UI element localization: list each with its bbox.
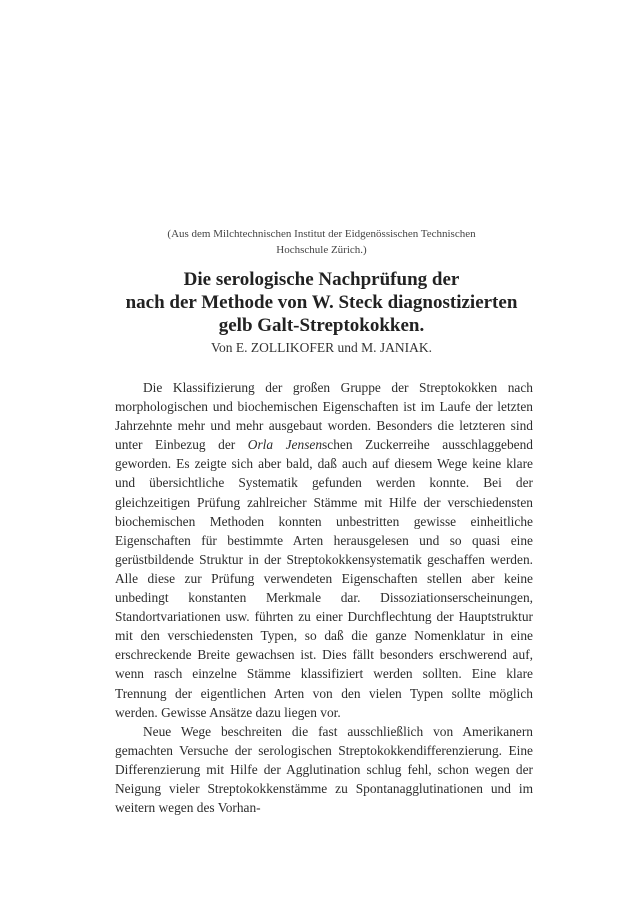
paragraph-1-text-b: schen Zuckerreihe ausschlaggebend geworden. Es zeigte sich aber bald, daß auch auf diesem Wege keine klare und übersichtliche Systematik gefunden werden konnte. Bei der gleichzeitigen Prüfung zahlreicher Stämme mit Hilfe der verschiedensten biochemischen Methoden konnten unbestritten gewisse einheitliche Eigenschaften für bestimmte Arten herausgelesen und so quasi eine gerüstbildende Struktur in der Streptokokkensystematik geschaffen werden. Alle diese zur Prüfung verwendeten Eigenschaften stellen aber keine unbedingt konstanten Merkmale dar. Dissoziationserscheinungen, Standortvariationen usw. führten zu einer Durchflechtung der Hauptstruktur mit den verschiedensten Typen, so daß die ganze Nomenklatur in eine erschreckende Breite gewachsen ist. Dies fällt besonders erschwerend auf, wenn rasch einzelne Stämme klassifiziert werden sollten. Eine klare Trennung der eigentlichen Arten von den vielen Typen sollte möglich werden. Gewisse Ansätze dazu liegen vor. <box>115 437 533 720</box>
affiliation-line-2: Hochschule Zürich.) <box>276 244 367 256</box>
title-line-3: gelb Galt-Streptokokken. <box>218 315 425 336</box>
title-line-2: nach der Methode von W. Steck diagnostizierten <box>125 292 518 313</box>
body-paragraph-2: Neue Wege beschreiten die fast ausschließlich von Amerikanern gemachten Versuche der serologischen Streptokokkendifferenzierung. Eine Differenzierung mit Hilfe der Agglutination schlug fehl, schon wegen der Neigung vieler Streptokokkenstämme zu Spontanagglutinationen und im weitern wegen des Vorhan- <box>115 723 533 816</box>
article-title <box>70 268 573 337</box>
affiliation-note <box>90 226 553 258</box>
affiliation-line-1: (Aus dem Milchtechnischen Institut der Eidgenössischen Technischen <box>167 228 476 240</box>
article-body <box>115 378 533 817</box>
paragraph-1-italic-name: Orla Jensen <box>247 437 323 453</box>
author-line: Von E. ZOLLIKOFER und M. JANIAK. <box>211 340 432 355</box>
title-line-1: Die serologische Nachprüfung der <box>183 269 460 290</box>
paragraph-1-text-a: Die Klassifizierung der großen Gruppe der Streptokokken nach morphologischen und biochemischen Eigenschaften ist im Laufe der letzten Jahrzehnte mehr und mehr ausgebaut worden. Besonders die letzteren sind unter Einbezug der <box>115 380 533 453</box>
body-paragraph-1 <box>115 378 533 722</box>
